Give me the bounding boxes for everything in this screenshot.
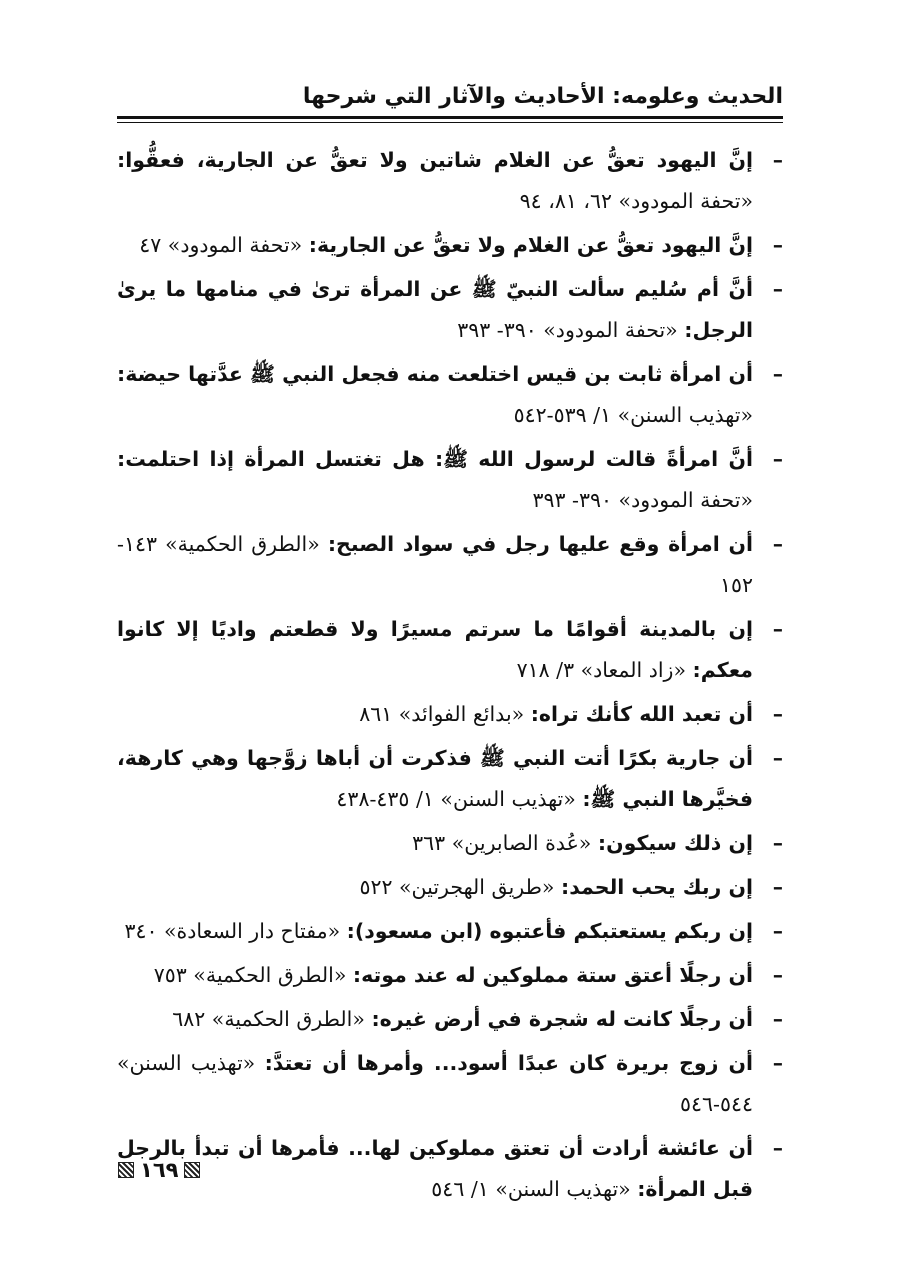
list-item: [117, 269, 783, 351]
running-header: [117, 80, 783, 123]
dash-marker: –: [772, 447, 783, 471]
source-reference: «الطرق الحكمية» ١٤٣- ١٥٢: [117, 532, 753, 597]
dash-marker: –: [772, 148, 783, 172]
source-reference: «بدائع الفوائد» ٨٦١: [359, 702, 525, 726]
source-reference: «تهذيب السنن» ١/ ٥٤٦: [431, 1177, 631, 1201]
ornament-icon: [184, 1162, 200, 1178]
source-reference: «تحفة المودود» ٤٧: [139, 233, 303, 257]
hadith-text: إن ذلك سيكون:: [597, 831, 753, 855]
list-item: [117, 225, 783, 266]
dash-marker: –: [772, 1051, 783, 1075]
dash-marker: –: [772, 233, 783, 257]
dash-marker: –: [772, 831, 783, 855]
hadith-text: أن زوج بريرة كان عبدًا أسود... وأمرها أن تعتدَّ:: [264, 1051, 753, 1075]
header-rule-thin: [117, 122, 783, 123]
hadith-text: إنَّ اليهود تعقُّ عن الغلام شاتين ولا تعقُّ عن الجارية، فعقُّوا:: [117, 148, 753, 172]
dash-marker: –: [772, 277, 783, 301]
dash-marker: –: [772, 362, 783, 386]
page-title: الحديث وعلومه: الأحاديث والآثار التي شرحها: [302, 84, 783, 109]
list-item: [117, 439, 783, 521]
hadith-text: إنَّ اليهود تعقُّ عن الغلام ولا تعقُّ عن الجارية:: [308, 233, 753, 257]
source-reference: «طريق الهجرتين» ٥٢٢: [359, 875, 555, 899]
dash-marker: –: [772, 1136, 783, 1160]
hadith-text: أن عائشة أرادت أن تعتق مملوكين لها... فأمرها أن تبدأ بالرجل قبل المرأة:: [117, 1136, 753, 1201]
source-reference: «تحفة المودود» ٣٩٠- ٣٩٣: [532, 488, 753, 512]
list-item: [117, 867, 783, 908]
source-reference: «تهذيب السنن» ١/ ٤٣٥-٤٣٨: [336, 787, 576, 811]
hadith-text: أن تعبد الله كأنك تراه:: [530, 702, 753, 726]
list-item: [117, 140, 783, 222]
source-reference: «الطرق الحكمية» ٧٥٣: [153, 963, 347, 987]
list-item: [117, 524, 783, 606]
ornament-icon: [118, 1162, 134, 1178]
list-item: [117, 609, 783, 691]
hadith-text: أن جارية بكرًا أتت النبي ﷺ فذكرت أن أباها زوَّجها وهي كارهة، فخيَّرها النبي ﷺ:: [117, 746, 753, 811]
hadith-text: أن امرأة ثابت بن قيس اختلعت منه فجعل النبي ﷺ عدَّتها حيضة:: [117, 362, 753, 386]
list-item: [117, 354, 783, 436]
hadith-text: إن بالمدينة أقوامًا ما سرتم مسيرًا ولا قطعتم واديًا إلا كانوا معكم:: [117, 617, 753, 682]
source-reference: «عُدة الصابرين» ٣٦٣: [412, 831, 592, 855]
hadith-text: إن ربك يحب الحمد:: [561, 875, 753, 899]
source-reference: «الطرق الحكمية» ٦٨٢: [172, 1007, 365, 1031]
dash-marker: –: [772, 1007, 783, 1031]
source-reference: «تحفة المودود» ٣٩٠- ٣٩٣: [457, 318, 678, 342]
hadith-text: أن رجلًا كانت له شجرة في أرض غيره:: [371, 1007, 753, 1031]
list-item: [117, 955, 783, 996]
source-reference: «تهذيب السنن» ١/ ٥٣٩-٥٤٢: [513, 403, 753, 427]
hadith-text: إن ربكم يستعتبكم فأعتبوه (ابن مسعود):: [346, 919, 753, 943]
list-item: [117, 1128, 783, 1210]
list-item: [117, 911, 783, 952]
dash-marker: –: [772, 702, 783, 726]
list-item: [117, 738, 783, 820]
dash-marker: –: [772, 963, 783, 987]
dash-marker: –: [772, 532, 783, 556]
dash-marker: –: [772, 617, 783, 641]
list-item: [117, 999, 783, 1040]
header-rule-thick: [117, 116, 783, 119]
dash-marker: –: [772, 875, 783, 899]
list-item: [117, 694, 783, 735]
source-reference: «تحفة المودود» ٦٢، ٨١، ٩٤: [519, 189, 753, 213]
hadith-text: أن رجلًا أعتق ستة مملوكين له عند موته:: [352, 963, 753, 987]
page-number: ١٦٩: [140, 1158, 179, 1182]
hadith-index-list: [117, 140, 783, 1213]
source-reference: «زاد المعاد» ٣/ ٧١٨: [516, 658, 686, 682]
hadith-text: أنَّ أم سُليم سألت النبيّ ﷺ عن المرأة ترىٰ في منامها ما يرىٰ الرجل:: [117, 277, 753, 342]
hadith-text: أن امرأة وقع عليها رجل في سواد الصبح:: [327, 532, 753, 556]
dash-marker: –: [772, 919, 783, 943]
list-item: [117, 1043, 783, 1125]
list-item: [117, 823, 783, 864]
hadith-text: أنَّ امرأةً قالت لرسول الله ﷺ: هل تغتسل المرأة إذا احتلمت:: [117, 447, 753, 471]
source-reference: «مفتاح دار السعادة» ٣٤٠: [124, 919, 341, 943]
page-footer: [118, 1158, 200, 1182]
dash-marker: –: [772, 746, 783, 770]
source-reference: «تهذيب السنن» ٥٤٤-٥٤٦: [117, 1051, 753, 1116]
